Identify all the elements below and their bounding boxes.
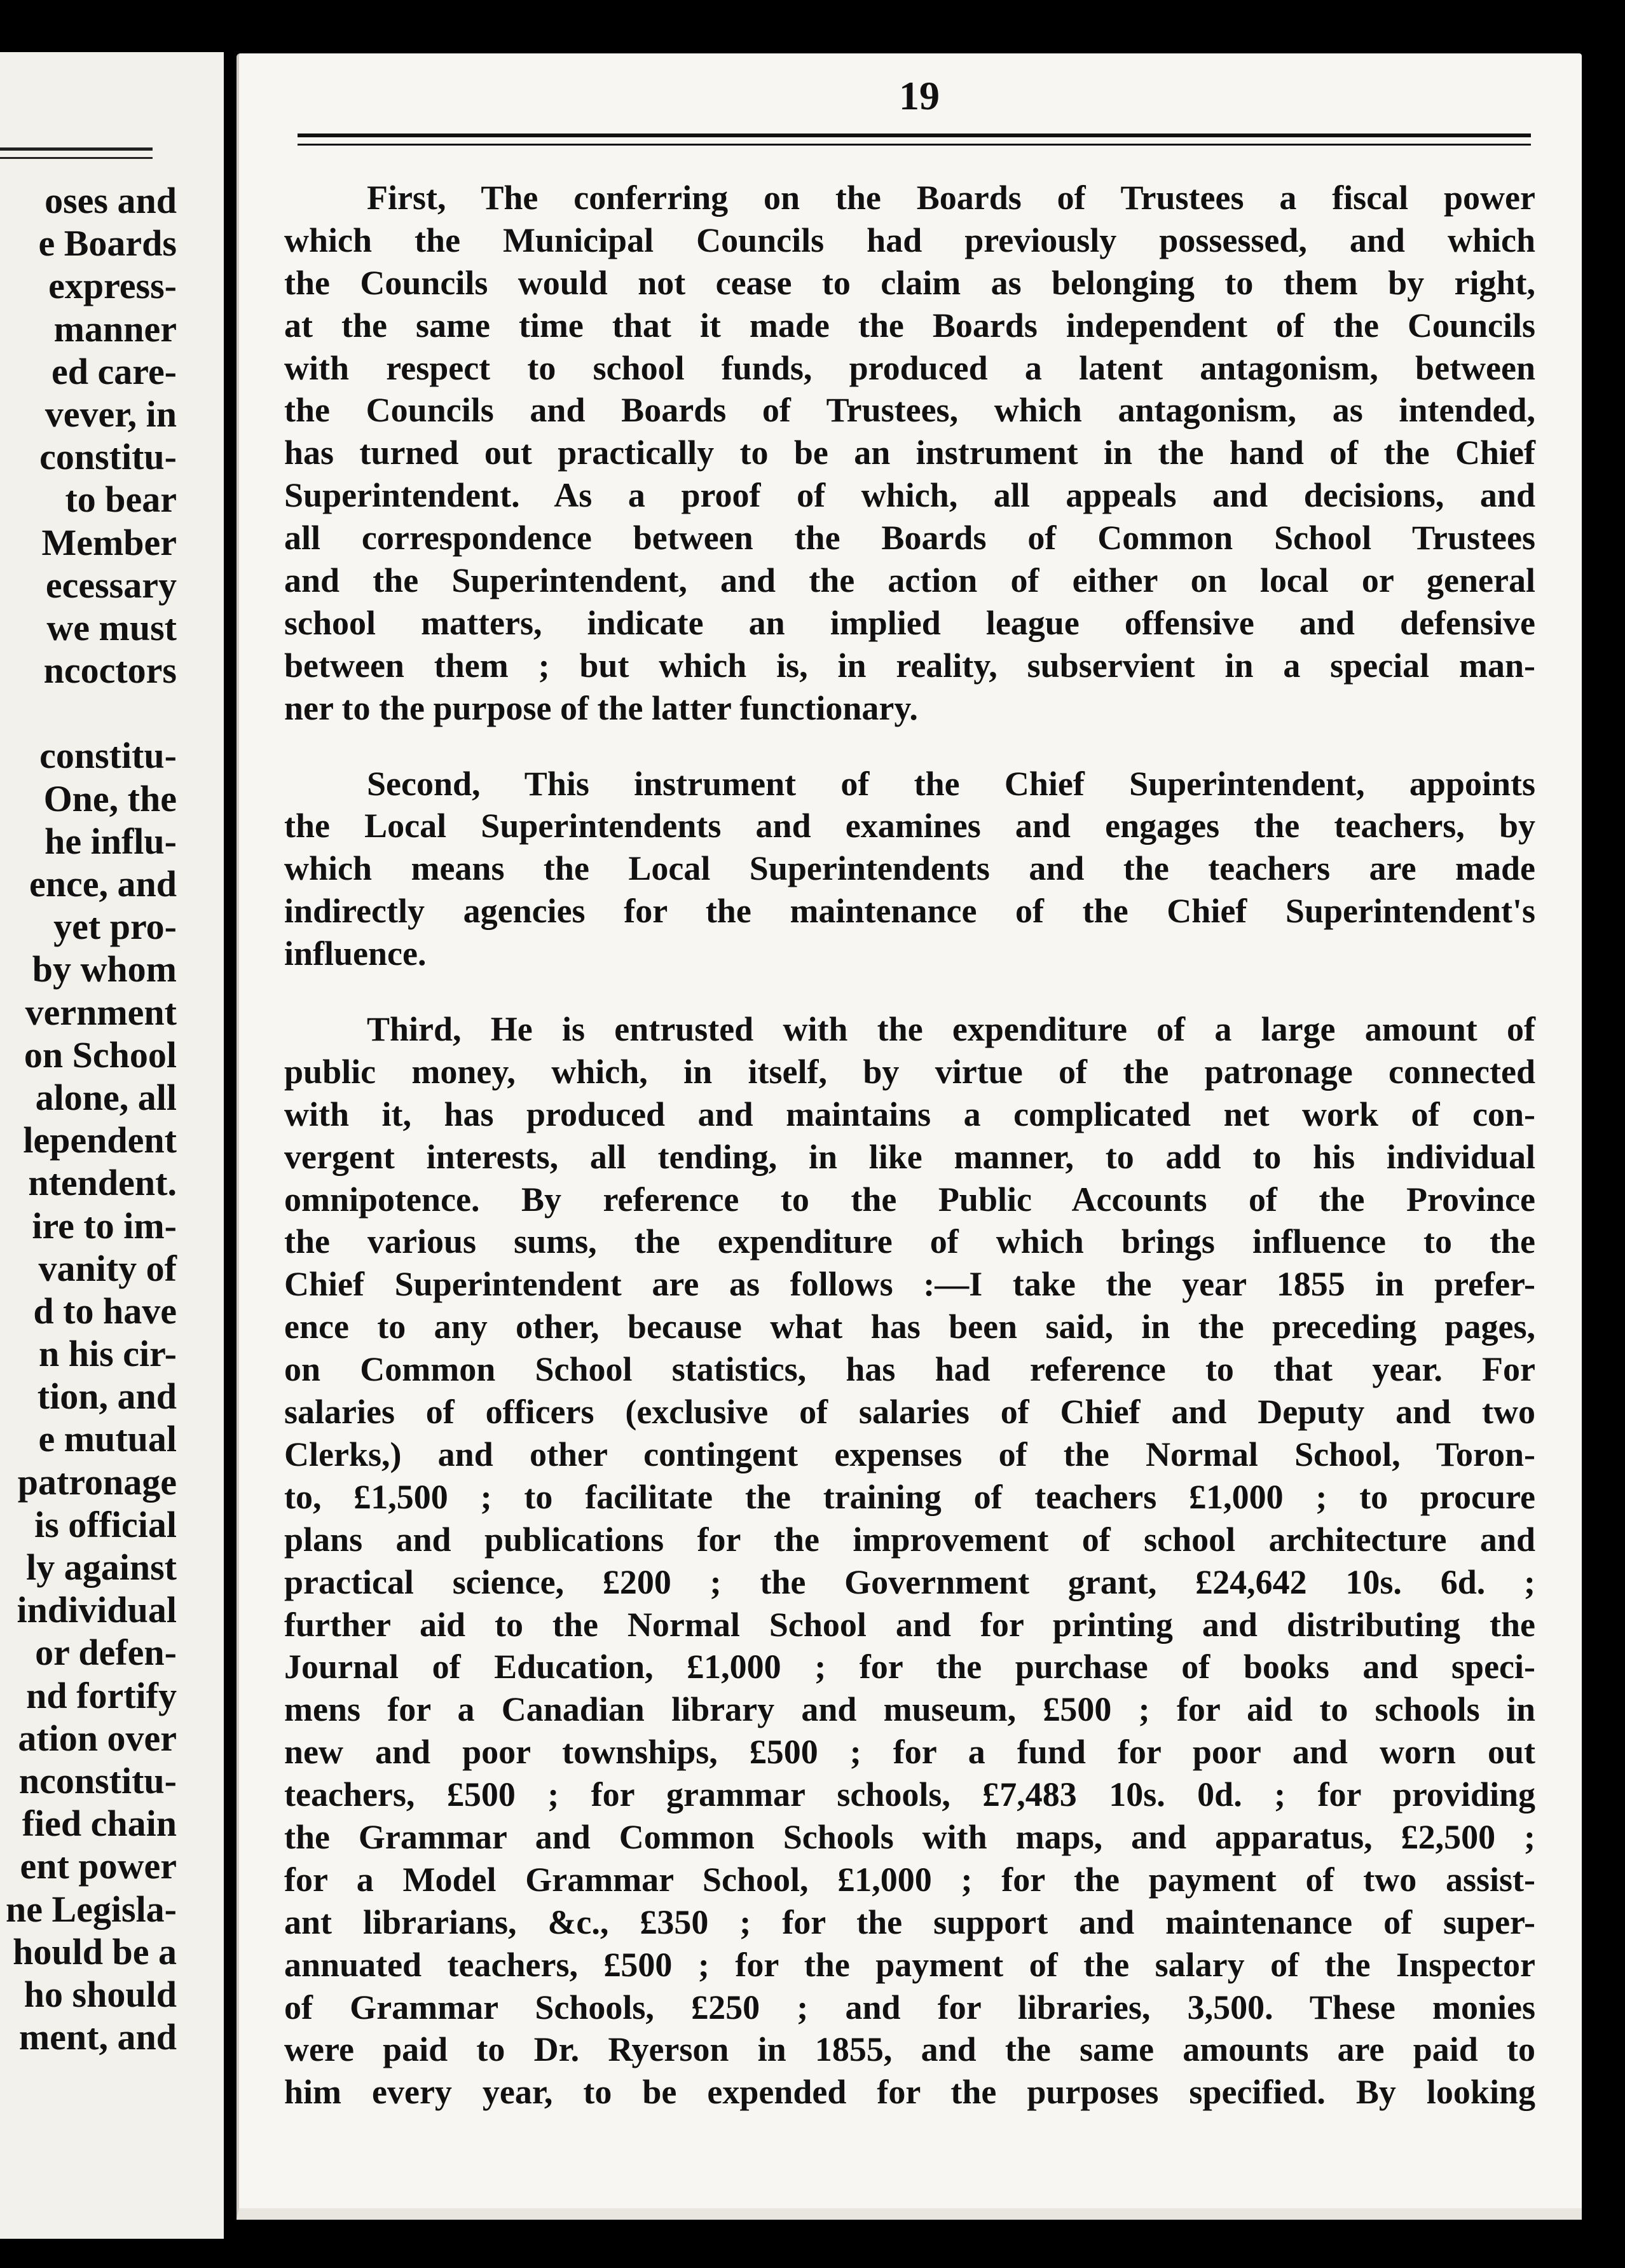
facing-page-line: ly against (26, 1547, 177, 1588)
facing-page-line: fied chain (22, 1803, 177, 1845)
page-number: 19 (899, 73, 940, 118)
facing-page-line: he influ- (45, 820, 177, 862)
facing-page-line: express- (48, 265, 177, 307)
text-line: public money, which, in itself, by virtue of the patronage connected (284, 1052, 1535, 1091)
facing-page-left (0, 52, 224, 2239)
facing-page-line: vever, in (45, 393, 177, 435)
facing-page-line: vanity of (38, 1247, 177, 1289)
text-line: salaries of officers (exclusive of salaries of Chief and Deputy and two (284, 1393, 1535, 1431)
text-line: between them ; but which is, in reality, subservient in a special man- (284, 646, 1535, 685)
text-line: the Councils would not cease to claim as belonging to them by right, (284, 263, 1535, 302)
facing-page-line: e mutual (38, 1418, 177, 1460)
text-line: with it, has produced and maintains a complicated net work of con- (284, 1095, 1535, 1133)
text-line: Third, He is entrusted with the expenditure of a large amount of (367, 1010, 1535, 1049)
text-line: has turned out practically to be an instrument in the hand of the Chief (284, 434, 1535, 472)
text-line: which the Municipal Councils had previously possessed, and which (284, 221, 1535, 259)
text-line: practical science, £200 ; the Government grant, £24,642 10s. 6d. ; (284, 1562, 1535, 1601)
text-line: annuated teachers, £500 ; for the payment of the salary of the Inspector (284, 1945, 1535, 1984)
header-double-rule (298, 133, 1531, 146)
facing-page-line: d to have (33, 1290, 177, 1332)
text-line: new and poor townships, £500 ; for a fund for poor and worn out (284, 1733, 1535, 1772)
facing-page-line: ncoctors (43, 650, 177, 692)
facing-page-line: ation over (18, 1717, 177, 1759)
facing-page-line: on School (24, 1034, 177, 1076)
facing-page-line: alone, all (35, 1076, 177, 1118)
facing-page-line: vernment (25, 991, 177, 1033)
facing-page-line: by whom (32, 948, 177, 990)
text-line: at the same time that it made the Boards independent of the Councils (284, 306, 1535, 345)
text-line: were paid to Dr. Ryerson in 1855, and the same amounts are paid to (284, 2030, 1535, 2069)
facing-page-line: nconstitu- (18, 1759, 177, 1801)
text-line: with respect to school funds, produced a latent antagonism, between (284, 348, 1535, 387)
facing-page-line: tion, and (37, 1376, 177, 1418)
text-line: mens for a Canadian library and museum, £500 ; for aid to schools in (284, 1690, 1535, 1729)
facing-page-line: ire to im- (32, 1205, 177, 1247)
text-line: school matters, indicate an implied league offensive and defensive (284, 603, 1535, 642)
facing-page-line: constitu- (39, 735, 177, 777)
paragraph (284, 177, 1535, 730)
text-line: ence to any other, because what has been said, in the preceding pages, (284, 1308, 1535, 1346)
text-line: Second, This instrument of the Chief Superintendent, appoints (367, 764, 1535, 803)
facing-page-line: lependent (23, 1119, 177, 1161)
text-line: to, £1,500 ; to facilitate the training of teachers £1,000 ; to procure (284, 1477, 1535, 1516)
facing-page-line: ne Legisla- (5, 1888, 177, 1930)
text-line: all correspondence between the Boards of Common School Trustees (284, 519, 1535, 557)
paragraph (284, 763, 1535, 975)
facing-page-line: ent power (20, 1845, 177, 1887)
text-line: Clerks,) and other contingent expenses of the Normal School, Toron- (284, 1435, 1535, 1473)
text-line: Journal of Education, £1,000 ; for the purchase of books and speci- (284, 1648, 1535, 1686)
facing-page-line: ence, and (29, 863, 177, 905)
facing-page-line: ho should (24, 1973, 177, 2015)
text-line: and the Superintendent, and the action of either on local or general (284, 561, 1535, 600)
text-line: the various sums, the expenditure of which brings influence to the (284, 1222, 1535, 1261)
paragraph (284, 1008, 1535, 2114)
facing-page-line: or defen- (35, 1632, 177, 1674)
facing-page-line: individual (17, 1589, 177, 1631)
text-line: ant librarians, &c., £350 ; for the support and maintenance of super- (284, 1903, 1535, 1941)
text-line: omnipotence. By reference to the Public Accounts of the Province (284, 1180, 1535, 1219)
document-page (237, 53, 1582, 2220)
text-line: ner to the purpose of the latter functionary. (284, 688, 918, 727)
text-line: for a Model Grammar School, £1,000 ; for the payment of two assist- (284, 1860, 1535, 1899)
facing-page-line: we must (46, 606, 177, 648)
facing-page-line: nd fortify (26, 1674, 177, 1716)
text-line: Superintendent. As a proof of which, all appeals and decisions, and (284, 476, 1535, 515)
facing-page-line: One, the (43, 777, 177, 819)
text-line: the Councils and Boards of Trustees, which antagonism, as intended, (284, 391, 1535, 430)
facing-page-line: to bear (65, 479, 177, 521)
facing-page-line: manner (53, 308, 177, 350)
text-line: Chief Superintendent are as follows :—I take the year 1855 in prefer- (284, 1265, 1535, 1304)
text-line: on Common School statistics, has had reference to that year. For (284, 1350, 1535, 1389)
paragraph-gap (284, 730, 1535, 763)
facing-page-line: yet pro- (53, 906, 177, 948)
text-line: vergent interests, all tending, in like manner, to add to his individual (284, 1137, 1535, 1176)
paragraph-gap (284, 975, 1535, 1008)
text-line: influence. (284, 934, 427, 973)
facing-page-line: e Boards (38, 222, 177, 264)
facing-page-line: ecessary (45, 564, 177, 606)
facing-page-line: patronage (17, 1461, 177, 1503)
text-line: First, The conferring on the Boards of Trustees a fiscal power (367, 179, 1535, 217)
text-line: teachers, £500 ; for grammar schools, £7,483 10s. 0d. ; for providing (284, 1775, 1535, 1814)
facing-page-header-rule (0, 147, 153, 159)
facing-page-line: Member (41, 521, 177, 563)
text-line: the Local Superintendents and examines and engages the teachers, by (284, 807, 1535, 845)
text-line: which means the Local Superintendents and the teachers are made (284, 849, 1535, 888)
text-line: further aid to the Normal School and for printing and distributing the (284, 1605, 1535, 1644)
facing-page-text (6, 179, 177, 2058)
text-line: indirectly agencies for the maintenance of the Chief Superintendent's (284, 892, 1535, 931)
facing-page-line (6, 692, 177, 734)
facing-page-line: is official (34, 1503, 177, 1545)
facing-page-line: oses and (45, 180, 177, 221)
facing-page-line: ntendent. (28, 1162, 177, 1204)
facing-page-line: ed care- (51, 350, 177, 392)
facing-page-line: constitu- (39, 436, 177, 478)
text-line: the Grammar and Common Schools with maps, and apparatus, £2,500 ; (284, 1817, 1535, 1856)
text-line: plans and publications for the improvement of school architecture and (284, 1520, 1535, 1559)
text-line: him every year, to be expended for the purposes specified. By looking (284, 2073, 1535, 2112)
facing-page-line: hould be a (13, 1930, 177, 1972)
text-line: of Grammar Schools, £250 ; and for libraries, 3,500. These monies (284, 1988, 1535, 2026)
facing-page-line: ment, and (18, 2016, 177, 2058)
body-text (284, 177, 1535, 2114)
facing-page-line: n his cir- (39, 1333, 177, 1375)
